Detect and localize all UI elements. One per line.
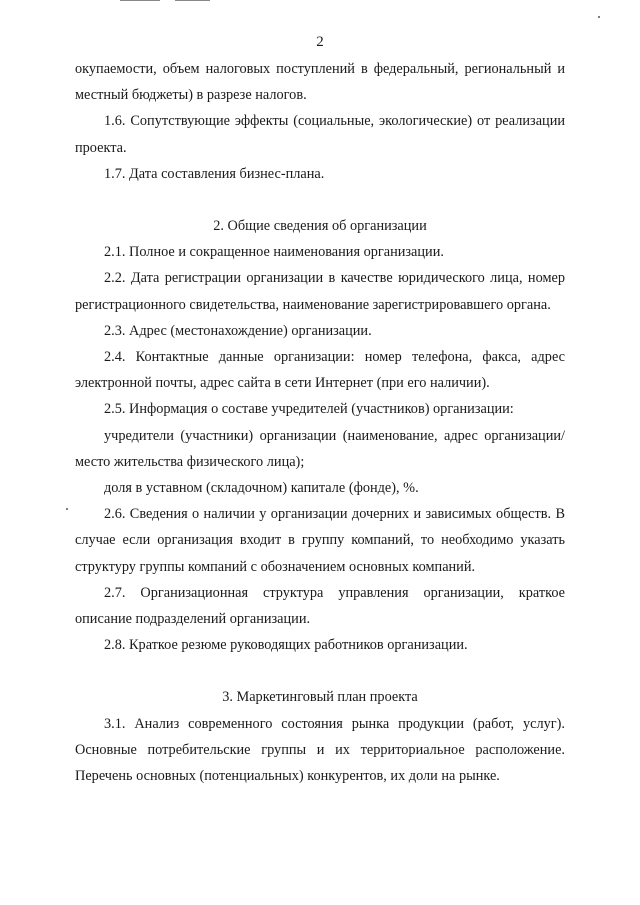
spacer — [75, 187, 565, 213]
paragraph-3-1: 3.1. Анализ современного состояния рынка продукции (работ, услуг). Основные потребительские группы и их территориальное расположение. Перечень основных (потенциальных) конкурентов, их доли на рынке. — [75, 715, 565, 785]
paragraph-1-7: 1.7. Дата составления бизнес-плана. — [104, 165, 325, 182]
paragraph-2-7: 2.7. Организационная структура управления организации, краткое описание подразделений организации. — [75, 584, 565, 628]
paragraph-2-5: 2.5. Информация о составе учредителей (участников) организации: — [104, 401, 514, 418]
scan-speck — [598, 16, 600, 18]
paragraph-2-4: 2.4. Контактные данные организации: номер телефона, факса, адрес электронной почты, адрес сайта в сети Интернет (при его наличии). — [75, 349, 565, 392]
paragraph-2-5-share: доля в уставном (складочном) капитале (фонде), %. — [104, 480, 419, 497]
paragraph-2-5-founders: учредители (участники) организации (наименование, адрес организации/место жительства физического лица); — [75, 427, 565, 470]
scan-edge-mark — [120, 0, 160, 1]
spacer — [75, 658, 565, 684]
paragraph-continuation: окупаемости, объем налоговых поступлений в федеральный, региональный и местный бюджеты) в разрезе налогов. — [75, 61, 565, 104]
paragraph-2-8: 2.8. Краткое резюме руководящих работников организации. — [104, 637, 468, 654]
document-body — [75, 56, 565, 789]
paragraph-1-6: 1.6. Сопутствующие эффекты (социальные, экологические) от реализации проекта. — [75, 113, 565, 156]
scan-edge-mark — [175, 0, 210, 1]
paragraph-2-6: 2.6. Сведения о наличии у организации дочерних и зависимых обществ. В случае если организация входит в группу компаний, то необходимо указать структуру группы компаний с обозначением основных компаний. — [75, 506, 565, 575]
section-heading-3: 3. Маркетинговый план проекта — [222, 689, 418, 706]
paragraph-2-3: 2.3. Адрес (местонахождение) организации. — [104, 322, 372, 339]
paragraph-2-1: 2.1. Полное и сокращенное наименования организации. — [104, 244, 444, 261]
section-heading-2: 2. Общие сведения об организации — [213, 218, 427, 235]
paragraph-2-2: 2.2. Дата регистрации организации в качестве юридического лица, номер регистрационного свидетельства, наименование зарегистрировавшего органа. — [75, 270, 565, 313]
scan-speck — [66, 508, 68, 510]
page-number: 2 — [316, 34, 324, 50]
